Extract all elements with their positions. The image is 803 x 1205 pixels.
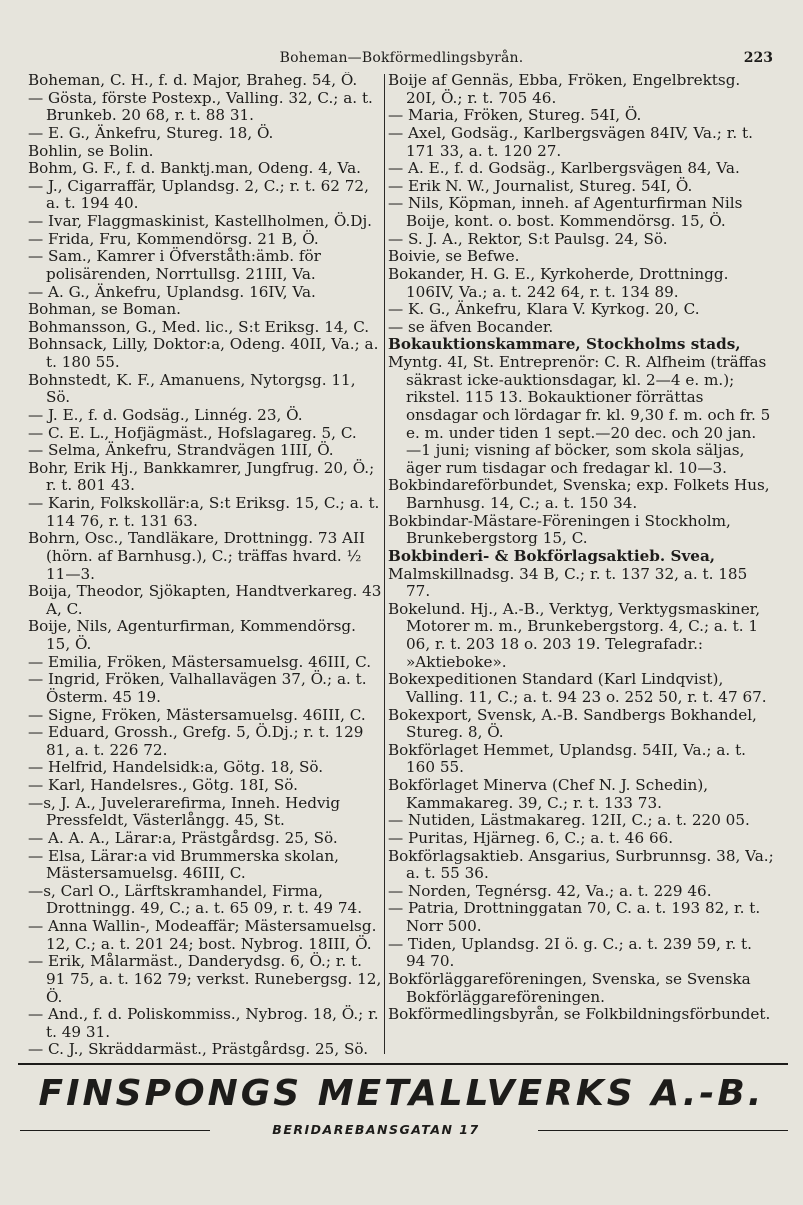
directory-entry: — Eduard, Grossh., Grefg. 5, Ö.Dj.; r. t. 129 81, a. t. 226 72. xyxy=(28,723,364,759)
directory-entry: — Sam., Kamrer i Öfverståth:ämb. för polisärenden, Norrtullsg. 21III, Va. xyxy=(28,247,321,283)
directory-entry: — Norden, Tegnérsg. 42, Va.; a. t. 229 46. xyxy=(388,881,712,900)
directory-entry: Bohrn, Osc., Tandläkare, Drottningg. 73 AII (hörn. af Barnhusg.), C.; träffas hvard. ½ 11—3. xyxy=(28,529,366,583)
advertisement-rule xyxy=(18,1063,788,1065)
directory-entry: — Maria, Fröken, Stureg. 54I, Ö. xyxy=(388,106,642,125)
directory-entry: — J., Cigarraffär, Uplandsg. 2, C.; r. t. 62 72, a. t. 194 40. xyxy=(28,176,369,213)
page-header xyxy=(0,50,803,70)
directory-entry: — Tiden, Uplandsg. 2I ö. g. C.; a. t. 239 59, r. t. 94 70. xyxy=(388,934,752,971)
directory-entry: — Nils, Köpman, inneh. af Agenturfirman Nils Boije, kont. o. bost. Kommendörsg. 15, Ö. xyxy=(388,194,743,230)
directory-entry: — Emilia, Fröken, Mästersamuelsg. 46III, C. xyxy=(28,652,372,671)
directory-entry: — Gösta, förste Postexp., Valling. 32, C.; a. t. Brunkeb. 20 68, r. t. 88 31. xyxy=(28,88,373,125)
directory-entry: Bokexpeditionen Standard (Karl Lindqvist), Valling. 11, C.; a. t. 94 23 o. 252 50, r. t. 47 67. xyxy=(388,670,767,706)
directory-entry: Bokförmedlingsbyrån, se Folkbildningsförbundet. xyxy=(388,1005,771,1024)
directory-entry: — se äfven Bocander. xyxy=(388,317,554,336)
directory-entry: Boheman, C. H., f. d. Major, Braheg. 54, Ö. xyxy=(28,72,358,89)
directory-entry: — Nutiden, Lästmakareg. 12II, C.; a. t. 220 05. xyxy=(388,811,750,830)
directory-entry: — C. J., Skräddarmäst., Prästgårdsg. 25, Sö. xyxy=(28,1040,369,1057)
directory-entry: — Erik, Målarmäst., Danderydsg. 6, Ö.; r. t. 91 75, a. t. 162 79; verkst. Runebergsg. 12, Ö. xyxy=(28,952,382,1006)
directory-entry: — E. G., Änkefru, Stureg. 18, Ö. xyxy=(28,123,274,142)
directory-entry: Myntg. 4I, St. Entreprenör: C. R. Alfheim (träffas säkrast icke-auktionsdagar, kl. 2—4 e. m.); rikstel. 115 13. Bokauktioner förrättas onsdagar och lördagar fr. kl. 9,30 f. m. och fr. 5 e. m. under tiden 1 sept.—20 dec. och 20 jan. —1 juni; visning af böcker, som skola säljas, äger rum tisdagar och fredagar kl. 10—3. xyxy=(388,353,771,477)
directory-entry: —s, J. A., Juvelerarefirma, Inneh. Hedvig Pressfeldt, Västerlångg. 45, St. xyxy=(28,793,341,830)
directory-entry: — C. E. L., Hofjägmäst., Hofslagareg. 5, C. xyxy=(28,423,357,442)
directory-entry: Bokexport, Svensk, A.-B. Sandbergs Bokhandel, Stureg. 8, Ö. xyxy=(388,705,757,742)
directory-entry: — Axel, Godsäg., Karlbergsvägen 84IV, Va.; r. t. 171 33, a. t. 120 27. xyxy=(388,123,753,160)
directory-entry: — A. E., f. d. Godsäg., Karlbergsvägen 84, Va. xyxy=(388,159,740,178)
directory-entry: Bohnstedt, K. F., Amanuens, Nytorgsg. 11, Sö. xyxy=(28,370,356,407)
directory-entry: — Anna Wallin-, Modeaffär; Mästersamuelsg. 12, C.; a. t. 201 24; bost. Nybrog. 18III, Ö. xyxy=(28,917,377,953)
directory-entry: — Puritas, Hjärneg. 6, C.; a. t. 46 66. xyxy=(388,828,674,847)
right-column xyxy=(388,72,774,1057)
directory-entry: — Karl, Handelsres., Götg. 18I, Sö. xyxy=(28,776,299,794)
directory-entry: Bohlin, se Bolin. xyxy=(28,141,154,160)
running-title: Boheman—Bokförmedlingsbyrån. xyxy=(279,50,524,66)
advertisement-address: BERIDAREBANSGATAN 17 xyxy=(272,1122,480,1137)
directory-entry: — Ingrid, Fröken, Valhallavägen 37, Ö.; a. t. Österm. 45 19. xyxy=(28,670,367,706)
directory-entry: Bohnsack, Lilly, Doktor:a, Odeng. 40II, Va.; a. t. 180 55. xyxy=(28,335,379,371)
directory-entry: — Karin, Folkskollär:a, S:t Eriksg. 15, C.; a. t. 114 76, r. t. 131 63. xyxy=(28,494,380,530)
directory-entry: — J. E., f. d. Godsäg., Linnég. 23, Ö. xyxy=(28,405,303,424)
directory-entry: Bokförlaget Hemmet, Uplandsg. 54II, Va.; a. t. 160 55. xyxy=(388,740,746,777)
directory-entry: Bohm, G. F., f. d. Banktj.man, Odeng. 4, Va. xyxy=(28,159,361,178)
directory-entry: — Selma, Änkefru, Strandvägen 1III, Ö. xyxy=(28,441,334,460)
column-divider xyxy=(384,74,385,1054)
directory-entry: Bohr, Erik Hj., Bankkamrer, Jungfrug. 20, Ö.; r. t. 801 43. xyxy=(28,458,375,495)
advertisement-right-rule xyxy=(538,1130,788,1131)
directory-entry: Bokförläggareföreningen, Svenska, se Svenska Bokförläggareföreningen. xyxy=(388,969,751,1006)
directory-entry: — S. J. A., Rektor, S:t Paulsg. 24, Sö. xyxy=(388,229,668,248)
directory-entry: Malmskillnadsg. 34 B, C.; r. t. 137 32, a. t. 185 77. xyxy=(388,564,748,601)
directory-entry: Bohmansson, G., Med. lic., S:t Eriksg. 14, C. xyxy=(28,317,370,336)
directory-entry: — Elsa, Lärar:a vid Brummerska skolan, Mästersamuelsg. 46III, C. xyxy=(28,846,339,883)
left-column xyxy=(28,72,382,1057)
directory-heading: Bokauktionskammare, Stockholms stads, xyxy=(388,335,741,354)
directory-entry: Bohman, se Boman. xyxy=(28,300,181,319)
directory-entry: Bokander, H. G. E., Kyrkoherde, Drottningg. 106IV, Va.; a. t. 242 64, r. t. 134 89. xyxy=(388,264,729,301)
directory-entry: — A. G., Änkefru, Uplandsg. 16IV, Va. xyxy=(28,282,316,301)
directory-heading: Bokbinderi- & Bokförlagsaktieb. Svea, xyxy=(388,546,716,565)
directory-entry: — Ivar, Flaggmaskinist, Kastellholmen, Ö.Dj. xyxy=(28,212,373,230)
directory-entry: Bokbindar-Mästare-Föreningen i Stockholm, Brunkebergstorg 15, C. xyxy=(388,511,731,548)
directory-entry: —s, Carl O., Lärftskramhandel, Firma, Drottningg. 49, C.; a. t. 65 09, r. t. 49 74. xyxy=(28,881,363,918)
directory-entry: Bokelund. Hj., A.-B., Verktyg, Verktygsmaskiner, Motorer m. m., Brunkebergstorg. 4, C.; a. t. 1 06, r. t. 203 18 o. 203 19. Telegrafadr.: »Aktieboke». xyxy=(388,599,761,671)
directory-entry: — Frida, Fru, Kommendörsg. 21 B, Ö. xyxy=(28,229,319,248)
directory-entry: Boivie, se Befwe. xyxy=(388,247,520,266)
advertisement-subline xyxy=(20,1122,788,1138)
directory-entry: Boije af Gennäs, Ebba, Fröken, Engelbrektsg. 20I, Ö.; r. t. 705 46. xyxy=(388,72,741,107)
directory-entry: Boija, Theodor, Sjökapten, Handtverkareg. 43 A, C. xyxy=(28,582,382,618)
directory-entry: Boije, Nils, Agenturfirman, Kommendörsg. 15, Ö. xyxy=(28,617,356,653)
directory-entry: — Patria, Drottninggatan 70, C. a. t. 193 82, r. t. Norr 500. xyxy=(388,899,761,935)
directory-entry: — Signe, Fröken, Mästersamuelsg. 46III, C. xyxy=(28,705,366,724)
directory-entry: — Helfrid, Handelsidk:a, Götg. 18, Sö. xyxy=(28,758,324,777)
directory-entry: Bokförlaget Minerva (Chef N. J. Schedin), Kammakareg. 39, C.; r. t. 133 73. xyxy=(388,776,709,812)
directory-entry: — Erik N. W., Journalist, Stureg. 54I, Ö. xyxy=(388,176,693,195)
directory-entry: Bokbindareförbundet, Svenska; exp. Folkets Hus, Barnhusg. 14, C.; a. t. 150 34. xyxy=(388,476,770,512)
advertisement-left-rule xyxy=(20,1130,210,1131)
page-number: 223 xyxy=(743,50,773,66)
advertisement-title: FINSPONGS METALLVERKS A.-B. xyxy=(38,1073,765,1114)
directory-entry: — K. G., Änkefru, Klara V. Kyrkog. 20, C. xyxy=(388,300,700,319)
directory-entry: — A. A. A., Lärar:a, Prästgårdsg. 25, Sö. xyxy=(28,828,338,847)
directory-entry: Bokförlagsaktieb. Ansgarius, Surbrunnsg. 38, Va.; a. t. 55 36. xyxy=(388,846,774,883)
directory-entry: — And., f. d. Poliskommiss., Nybrog. 18, Ö.; r. t. 49 31. xyxy=(28,1005,379,1041)
